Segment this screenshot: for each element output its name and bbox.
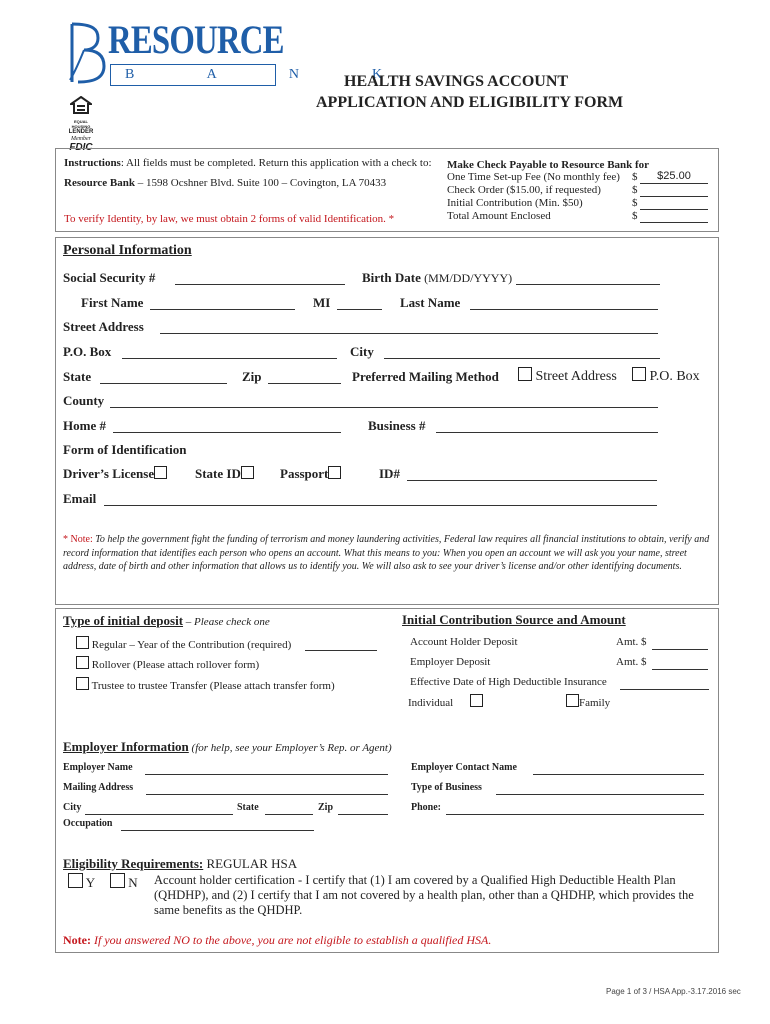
instructions-box (55, 148, 719, 232)
bank-name: RESOURCE (108, 17, 284, 62)
pref-po-checkbox[interactable] (632, 367, 646, 381)
trustee-label: Trustee to trustee Transfer (Please attach transfer form) (91, 680, 335, 692)
passport-option[interactable] (280, 466, 341, 482)
state-id-option[interactable] (195, 466, 254, 482)
state-label: State (63, 369, 92, 384)
employer-contact-field[interactable] (533, 762, 704, 775)
eligibility-heading (63, 856, 297, 872)
check-row-label: Initial Contribution (Min. $50) (447, 197, 583, 209)
state-id-checkbox[interactable] (241, 466, 254, 479)
employer-name-field[interactable] (145, 762, 388, 775)
employer-zip-label: Zip (318, 802, 334, 813)
pref-po-option[interactable] (632, 367, 700, 385)
id-number-label: ID# (379, 466, 400, 481)
check-row (447, 171, 712, 184)
instructions-text (64, 157, 432, 169)
last-name-field[interactable] (470, 295, 658, 310)
trustee-checkbox[interactable] (76, 677, 89, 690)
employer-contact-label: Employer Contact Name (411, 762, 517, 773)
pref-street-checkbox[interactable] (518, 367, 532, 381)
business-type-label: Type of Business (411, 782, 482, 793)
pref-mailing-label: Preferred Mailing Method (352, 369, 499, 384)
eligibility-line1: Account holder certification - I certify that (1) I am covered by a Qualified High Deductible Health Plan (154, 873, 676, 887)
business-phone-label: Business # (368, 418, 426, 433)
member-label: Member (71, 136, 91, 142)
business-type-field[interactable] (496, 782, 704, 795)
family-checkbox[interactable] (566, 694, 579, 707)
birth-date-label (362, 270, 512, 286)
eligibility-cert (154, 873, 714, 918)
employer-amt-field[interactable] (652, 656, 708, 670)
individual-option[interactable] (408, 694, 483, 709)
state-field[interactable] (100, 369, 227, 384)
eligibility-no-option[interactable] (110, 873, 138, 891)
employer-name-label: Employer Name (63, 762, 133, 773)
employer-zip-field[interactable] (338, 802, 388, 815)
employer-heading-text: Employer Information (63, 739, 189, 754)
family-option[interactable] (566, 694, 610, 709)
occupation-field[interactable] (121, 818, 314, 831)
bank-sub: B A N K (125, 67, 405, 82)
last-name-label: Last Name (400, 295, 461, 310)
drivers-checkbox[interactable] (154, 466, 167, 479)
po-box-label: P.O. Box (63, 344, 112, 359)
check-row-amount[interactable]: $25.00 (640, 171, 708, 184)
occupation-label: Occupation (63, 818, 113, 829)
deposit-heading (63, 612, 270, 630)
eligibility-yes-label: Y (85, 875, 96, 890)
eligibility-yes-option[interactable] (68, 873, 95, 891)
city-field[interactable] (384, 344, 660, 359)
employer-phone-field[interactable] (446, 802, 704, 815)
eligibility-type: REGULAR HSA (203, 856, 298, 871)
form-title-line1: HEALTH SAVINGS ACCOUNT (344, 73, 569, 90)
check-row (447, 184, 712, 197)
verify-id-text: To verify Identity, by law, we must obtain 2 forms of valid Identification. * (64, 213, 395, 225)
deposit-rollover-option[interactable] (76, 656, 259, 671)
check-row (447, 210, 712, 223)
rollover-label: Rollover (Please attach rollover form) (91, 659, 260, 671)
lender-badge (66, 96, 96, 153)
pref-street-option[interactable] (518, 367, 617, 385)
personal-heading: Personal Information (63, 243, 192, 258)
holder-amt-field[interactable] (652, 636, 708, 650)
individual-checkbox[interactable] (470, 694, 483, 707)
check-row-amount[interactable] (640, 184, 708, 197)
first-name-label: First Name (81, 295, 144, 310)
eligibility-note-text: If you answered NO to the above, you are not eligible to establish a qualified HSA. (90, 933, 492, 947)
eligibility-line3: same benefits as the QHDHP. (154, 903, 303, 917)
lender-line1: EQUAL HOUSING (71, 119, 91, 129)
fdic-label: FDIC (69, 142, 93, 153)
email-label: Email (63, 491, 97, 506)
holder-deposit-label: Account Holder Deposit (410, 636, 518, 648)
eligibility-yes-checkbox[interactable] (68, 873, 83, 888)
check-row-currency: $ (632, 197, 638, 209)
regular-label: Regular – Year of the Contribution (required) (91, 639, 292, 651)
business-phone-field[interactable] (436, 418, 658, 433)
check-rows (447, 171, 712, 223)
contribution-heading: Initial Contribution Source and Amount (402, 612, 626, 627)
employer-heading (63, 738, 392, 756)
page-footer: Page 1 of 3 / HSA App.-3.17.2016 sec (606, 987, 741, 996)
email-field[interactable] (104, 491, 657, 506)
check-row-currency: $ (632, 210, 638, 222)
form-id-label: Form of Identification (63, 442, 187, 457)
drivers-label: Driver’s License (63, 466, 155, 481)
holder-amt-label: Amt. $ (616, 636, 647, 648)
home-phone-label: Home # (63, 418, 106, 433)
mailing-address-field[interactable] (146, 782, 388, 795)
deposit-heading-text: Type of initial deposit (63, 613, 184, 628)
check-row (447, 197, 712, 210)
instructions-body: : All fields must be completed. Return this application with a check to: (120, 157, 432, 169)
drivers-option[interactable] (63, 466, 167, 482)
deposit-heading-sub: – Please check one (183, 616, 270, 628)
return-address (64, 177, 386, 189)
state-id-label: State ID (195, 466, 241, 481)
county-label: County (63, 393, 105, 408)
check-row-amount[interactable] (640, 210, 708, 223)
mi-label: MI (313, 295, 331, 310)
check-row-amount[interactable] (640, 197, 708, 210)
employer-amt-label: Amt. $ (616, 656, 647, 668)
check-row-label: Total Amount Enclosed (447, 210, 551, 222)
check-row-currency: $ (632, 184, 638, 196)
eligibility-no-checkbox[interactable] (110, 873, 125, 888)
po-box-field[interactable] (122, 344, 337, 359)
check-header: Make Check Payable to Resource Bank for (447, 159, 650, 171)
individual-label: Individual (408, 697, 454, 709)
passport-checkbox[interactable] (328, 466, 341, 479)
employer-phone-label: Phone: (411, 802, 441, 813)
family-label: Family (579, 697, 611, 709)
regular-checkbox[interactable] (76, 636, 89, 649)
deposit-trustee-option[interactable] (76, 677, 335, 692)
employer-state-field[interactable] (265, 802, 313, 815)
effective-date-label: Effective Date of High Deductible Insurance (410, 676, 607, 688)
id-note-text: To help the government fight the funding of terrorism and money laundering activities, Federal law requires all financial institutions to obtain, verify and record information that identifies each person who opens an account. What this means to you: When you open an account we will ask you your name, street address, date of birth and other information that allows us to identify you. We will also ask to see your driver’s license and/or other identifying documents. (63, 534, 710, 572)
eligibility-note (63, 933, 491, 948)
employer-deposit-label: Employer Deposit (410, 656, 491, 668)
id-note (63, 533, 713, 574)
id-note-label: * Note: (63, 534, 93, 545)
contribution-year-field[interactable] (305, 636, 377, 651)
rb-monogram-icon (64, 20, 114, 86)
check-row-label: Check Order ($15.00, if requested) (447, 184, 601, 196)
birth-date-text: Birth Date (362, 270, 421, 285)
county-field[interactable] (110, 393, 658, 408)
employer-state-label: State (237, 802, 259, 813)
pref-po-label: P.O. Box (649, 369, 700, 384)
ssn-label: Social Security # (63, 270, 156, 285)
eligibility-heading-text: Eligibility Requirements: (63, 856, 204, 871)
instructions-label: Instructions (64, 157, 121, 169)
home-phone-field[interactable] (113, 418, 341, 433)
pref-street-label: Street Address (535, 369, 617, 384)
check-row-label: One Time Set-up Fee (No monthly fee) (447, 171, 620, 183)
employer-heading-sub: (for help, see your Employer’s Rep. or Agent) (188, 742, 392, 754)
first-name-field[interactable] (150, 295, 295, 310)
passport-label: Passport (280, 466, 329, 481)
street-label: Street Address (63, 319, 144, 334)
eligibility-note-label: Note: (63, 933, 91, 947)
zip-field[interactable] (268, 369, 341, 384)
mailing-address-label: Mailing Address (63, 782, 134, 793)
bank-logo (64, 17, 405, 86)
birth-date-format: (MM/DD/YYYY) (424, 271, 513, 285)
check-row-currency: $ (632, 171, 638, 183)
id-number-field[interactable] (407, 466, 657, 481)
mi-field[interactable] (337, 295, 382, 310)
zip-label: Zip (242, 369, 262, 384)
equal-housing-icon (70, 96, 92, 114)
address-name: Resource Bank (64, 177, 135, 189)
street-field[interactable] (160, 319, 658, 334)
ssn-field[interactable] (175, 270, 345, 285)
rollover-checkbox[interactable] (76, 656, 89, 669)
address-text: – 1598 Ocshner Blvd. Suite 100 – Covington, LA 70433 (135, 177, 387, 189)
eligibility-line2: (QHDHP), and (2) I certify that I am not covered by a health plan, other than a QHDHP, which provides the (154, 888, 694, 902)
bank-sub-box (110, 64, 405, 86)
lender-line2: LENDER (68, 129, 94, 135)
effective-date-field[interactable] (620, 676, 709, 690)
deposit-regular-option[interactable] (76, 636, 291, 651)
eligibility-no-label: N (128, 875, 138, 890)
employer-city-label: City (63, 802, 82, 813)
form-title-line2: APPLICATION AND ELIGIBILITY FORM (316, 94, 624, 111)
city-label: City (350, 344, 374, 359)
employer-city-field[interactable] (85, 802, 233, 815)
birth-date-field[interactable] (516, 270, 660, 285)
